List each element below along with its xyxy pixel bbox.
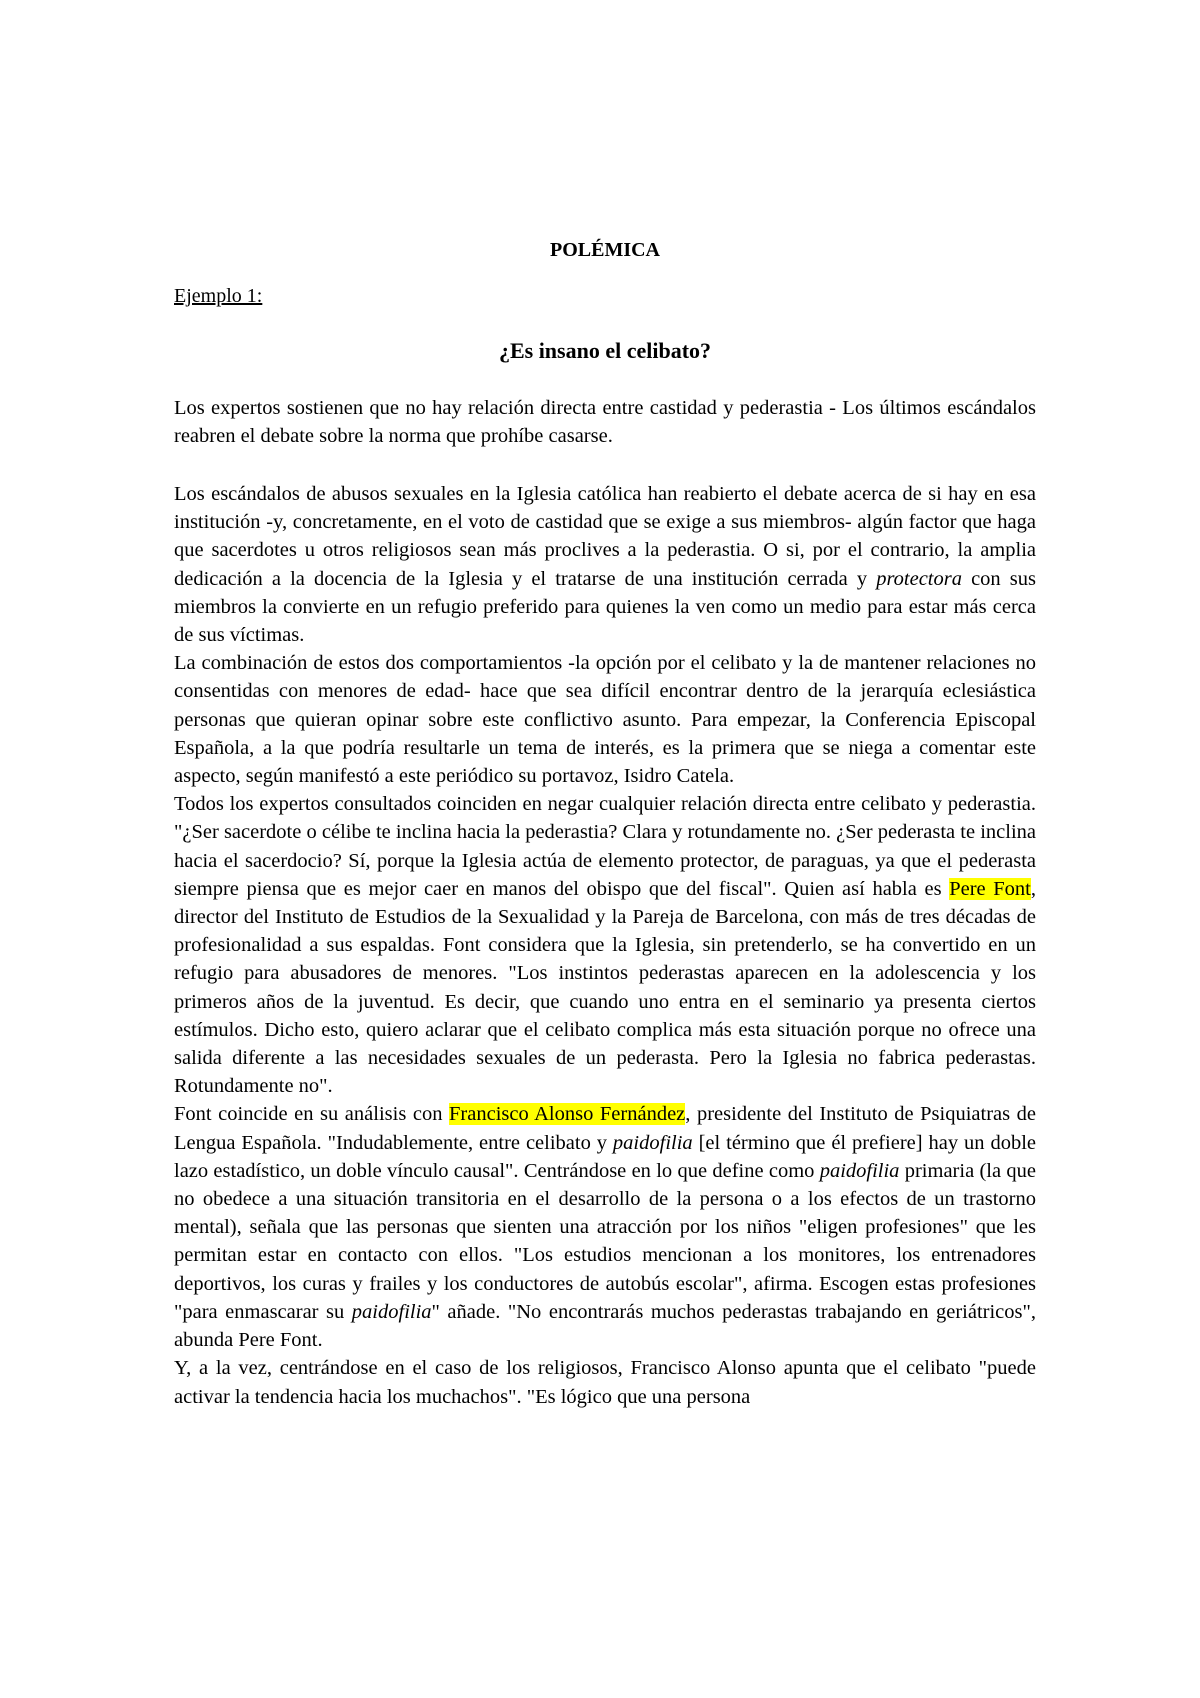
paragraph-3-text-b: , director del Instituto de Estudios de la Sexualidad y la Pareja de Barcelona, con más de tres décadas de profesionalidad a sus espaldas. Font considera que la Iglesia, sin pretenderlo, se ha convertido en un refugio para abusadores de menores. "Los instintos pederastas aparecen en la adolescencia y los primeros años de la juventud. Es decir, que cuando uno entra en el seminario ya presenta ciertos estímulos. Dicho esto, quiero aclarar que el celibato complica más esta situación porque no ofrece una salida diferente a las necesidades sexuales de un pederasta. Pero la Iglesia no fabrica pederastas. Rotundamente no". <box>174 877 1036 1098</box>
paragraph-4-text-b: , presidente del Instituto de Psiquiatras de Lengua Española. "Indudablemente, entre celibato y <box>174 1103 1037 1154</box>
article-subhead <box>174 394 1036 450</box>
highlight-francisco-alonso: Francisco Alonso Fernández <box>449 1103 686 1126</box>
paragraph-4-text-e: " añade. "No encontrarás muchos pederastas trabajando en geriátricos", abunda Pere Font. <box>174 1300 1036 1352</box>
section-title: POLÉMICA <box>550 239 660 261</box>
paragraph-4-emphasis-2: paidofilia <box>819 1159 900 1182</box>
paragraph-1-text-a: Los escándalos de abusos sexuales en la Iglesia católica han reabierto el debate acerca de si hay en esa institución -y, concretamente, en el voto de castidad que se exige a sus miembros- algún factor que haga que sacerdotes u otros religiosos sean más proclives a la pederastia. O si, por el contrario, la amplia dedicación a la docencia de la Iglesia y el tratarse de una institución cerrada y <box>174 483 1036 590</box>
paragraph-4-text-c: [el término que él prefiere] hay un doble lazo estadístico, un doble vínculo causal". Centrándose en lo que define como <box>174 1131 1036 1182</box>
article-title: ¿Es insano el celibato? <box>498 338 712 363</box>
highlight-pere-font: Pere Font <box>949 877 1031 900</box>
paragraph-3-text-a: Todos los expertos consultados coinciden en negar cualquier relación directa entre celibato y pederastia. "¿Ser sacerdote o célibe te inclina hacia la pederastia? Clara y rotundamente no. ¿Ser pederasta te inclina hacia el sacerdocio? Sí, porque la Iglesia actúa de elemento protector, de paraguas, ya que el pederasta siempre piensa que es mejor caer en manos del obispo que del fiscal". Quien así habla es <box>174 793 1036 900</box>
paragraph-4-text-a: Font coincide en su análisis con <box>174 1103 450 1126</box>
paragraph-5: Y, a la vez, centrándose en el caso de los religiosos, Francisco Alonso apunta que el celibato "puede activar la tendencia hacia los muchachos". "Es lógico que una persona <box>174 1357 1036 1408</box>
paragraph-2: La combinación de estos dos comportamientos -la opción por el celibato y la de mantener relaciones no consentidas con menores de edad- hace que sea difícil encontrar dentro de la jerarquía eclesiástica personas que quieran opinar sobre este conflictivo asunto. Para empezar, la Conferencia Episcopal Española, a la que podría resultarle un tema de interés, es la primera que se niega a comentar este aspecto, según manifestó a este periódico su portavoz, Isidro Catela. <box>174 652 1036 788</box>
article-body <box>174 480 1036 1411</box>
paragraph-1-text-b: con sus miembros la convierte en un refugio preferido para quienes la ven como un medio para estar más cerca de sus víctimas. <box>174 567 1036 647</box>
paragraph-3 <box>174 790 1036 1100</box>
paragraph-4-emphasis-3: paidofilia <box>351 1300 432 1323</box>
paragraph-4-text-d: primaria (la que no obedece a una situación transitoria en el desarrollo de la persona o a los efectos de un trastorno mental), señala que las personas que sienten una atracción por los niños "eligen profesiones" que les permitan estar en contacto con ellos. "Los estudios mencionan a los monitores, los entrenadores deportivos, los curas y frailes y los conductores de autobús escolar", afirma. Escogen estas profesiones "para enmascarar su <box>174 1159 1036 1323</box>
paragraph-1-emphasis: protectora <box>876 567 962 590</box>
paragraph-1 <box>174 480 1036 649</box>
paragraph-4-emphasis-1: paidofilia <box>612 1131 693 1154</box>
subhead-paragraph: Los expertos sostienen que no hay relación directa entre castidad y pederastia - Los últimos escándalos reabren el debate sobre la norma que prohíbe casarse. <box>174 397 1036 448</box>
paragraph-4 <box>174 1100 1036 1354</box>
example-label: Ejemplo 1: <box>174 285 263 307</box>
